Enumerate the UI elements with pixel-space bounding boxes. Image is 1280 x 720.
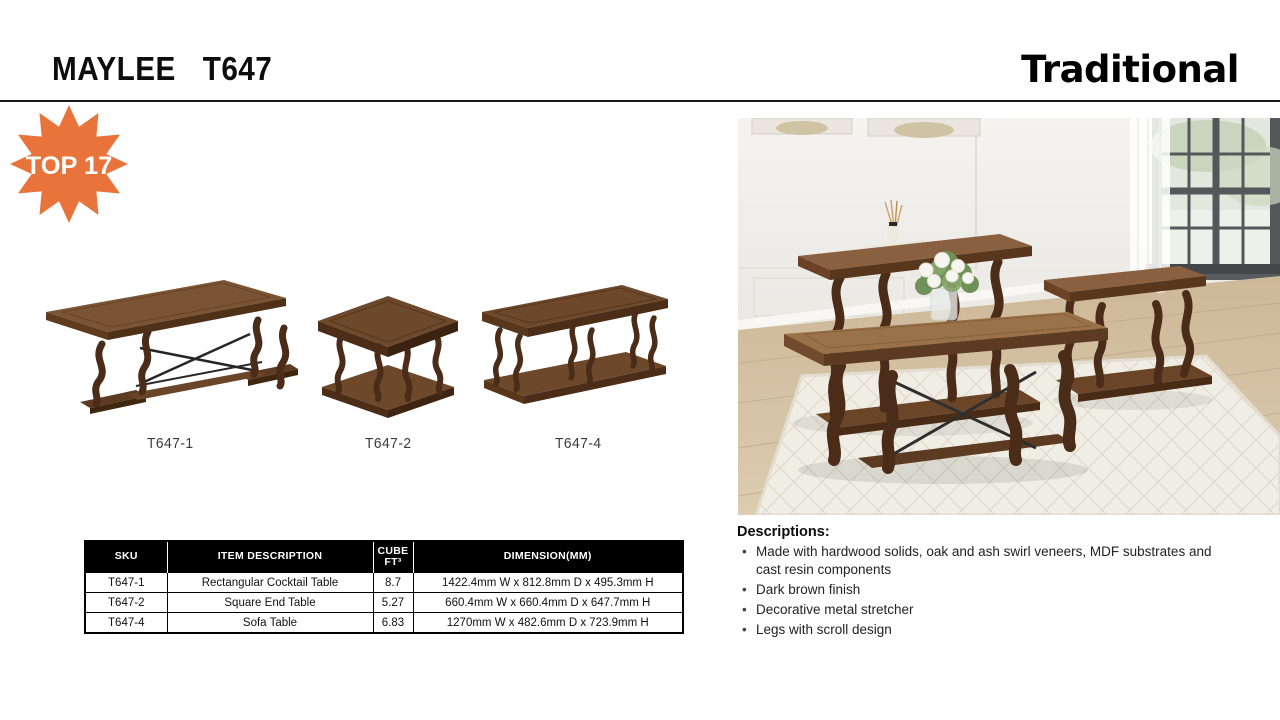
table-row bbox=[85, 593, 683, 613]
sofa-table-image bbox=[476, 278, 681, 420]
cocktail-table-image bbox=[40, 270, 300, 420]
page-header bbox=[0, 0, 1280, 102]
cell-dimension: 1270mm W x 482.6mm D x 723.9mm H bbox=[413, 613, 683, 634]
cell-dimension: 660.4mm W x 660.4mm D x 647.7mm H bbox=[413, 593, 683, 613]
product-caption-t647-2: T647-2 bbox=[364, 435, 412, 452]
table-row bbox=[85, 613, 683, 634]
cell-sku: T647-4 bbox=[85, 613, 167, 634]
table-row bbox=[85, 573, 683, 593]
description-bullet: • Decorative metal stretcher bbox=[737, 601, 1226, 619]
top-seller-badge bbox=[8, 103, 130, 225]
col-header-sku: SKU bbox=[85, 541, 167, 573]
descriptions-section bbox=[737, 524, 1272, 641]
cell-cube: 8.7 bbox=[373, 573, 413, 593]
col-header-cube bbox=[373, 541, 413, 573]
product-t647-2 bbox=[308, 283, 468, 452]
product-caption-t647-1: T647-1 bbox=[146, 435, 194, 452]
cell-sku: T647-2 bbox=[85, 593, 167, 613]
descriptions-list bbox=[737, 543, 1272, 639]
end-table-image bbox=[308, 283, 468, 420]
collection-model: T647 bbox=[202, 50, 273, 87]
cell-description: Sofa Table bbox=[167, 613, 373, 634]
description-bullet: • Dark brown finish bbox=[737, 581, 1226, 599]
col-header-description: ITEM DESCRIPTION bbox=[167, 541, 373, 573]
product-t647-1 bbox=[40, 270, 300, 452]
brand-name: MAYLEE bbox=[52, 50, 176, 87]
description-bullet: • Made with hardwood solids, oak and ash swirl veneers, MDF substrates and cast resin components bbox=[737, 543, 1226, 579]
cube-line1: CUBE bbox=[377, 544, 409, 557]
room-scene-image bbox=[738, 118, 1280, 515]
cell-cube: 6.83 bbox=[373, 613, 413, 634]
spec-table bbox=[84, 540, 684, 634]
cell-description: Square End Table bbox=[167, 593, 373, 613]
lifestyle-photo bbox=[738, 118, 1280, 515]
product-thumbnails bbox=[40, 268, 681, 452]
style-label: Traditional bbox=[1021, 48, 1239, 91]
product-t647-4 bbox=[476, 278, 681, 452]
page-title bbox=[52, 50, 272, 88]
col-header-dimension: DIMENSION(MM) bbox=[413, 541, 683, 573]
cell-dimension: 1422.4mm W x 812.8mm D x 495.3mm H bbox=[413, 573, 683, 593]
spec-table-header-row bbox=[85, 541, 683, 573]
description-bullet: • Legs with scroll design bbox=[737, 621, 1226, 639]
starburst-icon bbox=[8, 103, 130, 225]
product-caption-t647-4: T647-4 bbox=[555, 435, 602, 452]
cell-description: Rectangular Cocktail Table bbox=[167, 573, 373, 593]
cube-line2: FT³ bbox=[384, 556, 402, 568]
cell-sku: T647-1 bbox=[85, 573, 167, 593]
descriptions-title: Descriptions: bbox=[737, 524, 830, 540]
cell-cube: 5.27 bbox=[373, 593, 413, 613]
badge-label: TOP 17 bbox=[25, 152, 113, 181]
